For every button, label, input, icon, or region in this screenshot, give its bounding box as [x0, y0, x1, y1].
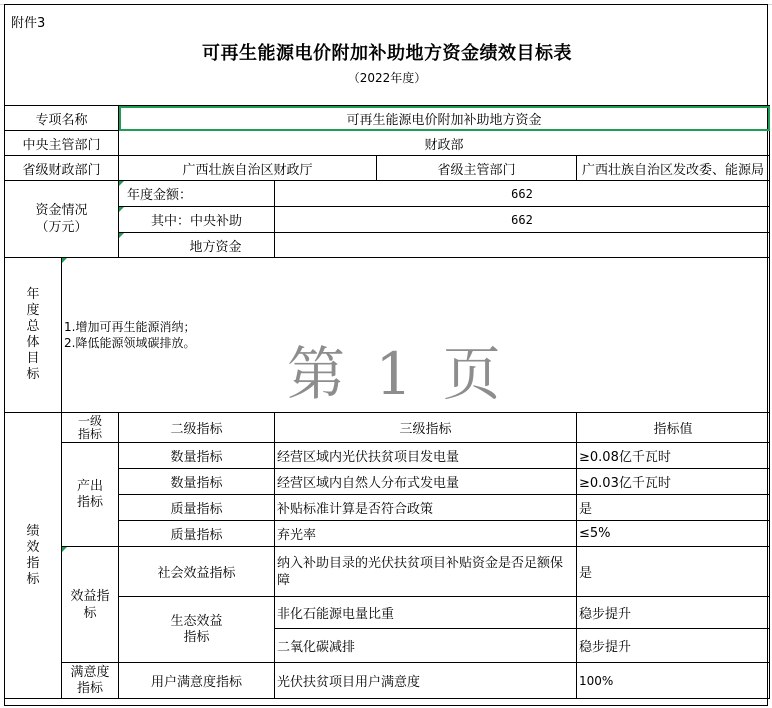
benefit-indicator-label[interactable]: 效益指 标 [62, 547, 119, 663]
funds-label[interactable]: 资金情况 （万元） [5, 181, 119, 258]
header-l3[interactable]: 三级指标 [275, 413, 577, 443]
project-name-label[interactable]: 专项名称 [5, 106, 119, 131]
output-value-4[interactable]: ≤5% [577, 521, 770, 547]
satisfaction-l2[interactable]: 用户满意度指标 [119, 663, 275, 699]
goal-item-2: 2.降低能源领域碳排放。 [64, 336, 196, 350]
eco-l3-2[interactable]: 二氧化碳减排 [275, 629, 577, 663]
satisfaction-l3[interactable]: 光伏扶贫项目用户满意度 [275, 663, 577, 699]
header-l1[interactable]: 一级 指标 [62, 413, 119, 443]
central-dept-value[interactable]: 财政部 [119, 131, 770, 156]
central-dept-label[interactable]: 中央主管部门 [5, 131, 119, 156]
output-l3-1[interactable]: 经营区域内光伏扶贫项目发电量 [275, 443, 577, 469]
annual-goal-label-text: 年度总体目标 [26, 287, 40, 382]
annual-amount-value[interactable]: 662 [275, 181, 770, 207]
satisfaction-value[interactable]: 100% [577, 663, 770, 699]
prov-dept-label[interactable]: 省级主管部门 [377, 156, 577, 181]
output-l3-3[interactable]: 补贴标准计算是否符合政策 [275, 495, 577, 521]
prov-finance-value[interactable]: 广西壮族自治区财政厅 [119, 156, 377, 181]
central-subsidy-value[interactable]: 662 [275, 207, 770, 233]
central-subsidy-label[interactable]: 其中：中央补助 [119, 207, 275, 233]
prov-finance-label[interactable]: 省级财政部门 [5, 156, 119, 181]
output-l2-1[interactable]: 数量指标 [119, 443, 275, 469]
prov-dept-value[interactable]: 广西壮族自治区发改委、能源局 [577, 156, 770, 181]
social-benefit-l3[interactable]: 纳入补助目录的光伏扶贫项目补贴资金是否足额保障 [275, 547, 577, 597]
output-value-3[interactable]: 是 [577, 495, 770, 521]
social-benefit-value[interactable]: 是 [577, 547, 770, 597]
output-l3-2[interactable]: 经营区域内自然人分布式发电量 [275, 469, 577, 495]
output-indicator-label[interactable]: 产出 指标 [62, 443, 119, 547]
page-watermark: 第 1 页 [287, 340, 507, 408]
project-name-value[interactable]: 可再生能源电价附加补助地方资金 [119, 106, 770, 131]
goal-item-1: 1.增加可再生能源消纳； [64, 320, 196, 334]
header-l2[interactable]: 二级指标 [119, 413, 275, 443]
eco-benefit-l2[interactable]: 生态效益 指标 [119, 597, 275, 663]
year-subtitle: （2022年度） [347, 71, 427, 85]
eco-l3-1[interactable]: 非化石能源电量比重 [275, 597, 577, 629]
output-value-2[interactable]: ≥0.03亿千瓦时 [577, 469, 770, 495]
header-value[interactable]: 指标值 [577, 413, 770, 443]
output-l2-2[interactable]: 数量指标 [119, 469, 275, 495]
annual-goal-label[interactable] [5, 258, 62, 413]
perf-indicator-label[interactable] [5, 413, 62, 699]
eco-value-1[interactable]: 稳步提升 [577, 597, 770, 629]
annual-amount-label[interactable]: 年度金额： [119, 181, 275, 207]
social-benefit-l2[interactable]: 社会效益指标 [119, 547, 275, 597]
output-l2-3[interactable]: 质量指标 [119, 495, 275, 521]
eco-value-2[interactable]: 稳步提升 [577, 629, 770, 663]
page-title: 可再生能源电价附加补助地方资金绩效目标表 [202, 43, 572, 64]
output-value-1[interactable]: ≥0.08亿千瓦时 [577, 443, 770, 469]
perf-indicator-label-text: 绩效指标 [26, 523, 40, 587]
output-l3-4[interactable]: 弃光率 [275, 521, 577, 547]
local-funds-label[interactable]: 地方资金 [119, 233, 275, 258]
output-l2-4[interactable]: 质量指标 [119, 521, 275, 547]
satisfaction-indicator-label[interactable]: 满意度 指标 [62, 663, 119, 699]
attachment-label: 附件3 [11, 16, 46, 31]
sheet [4, 4, 768, 706]
local-funds-value[interactable] [275, 233, 770, 258]
